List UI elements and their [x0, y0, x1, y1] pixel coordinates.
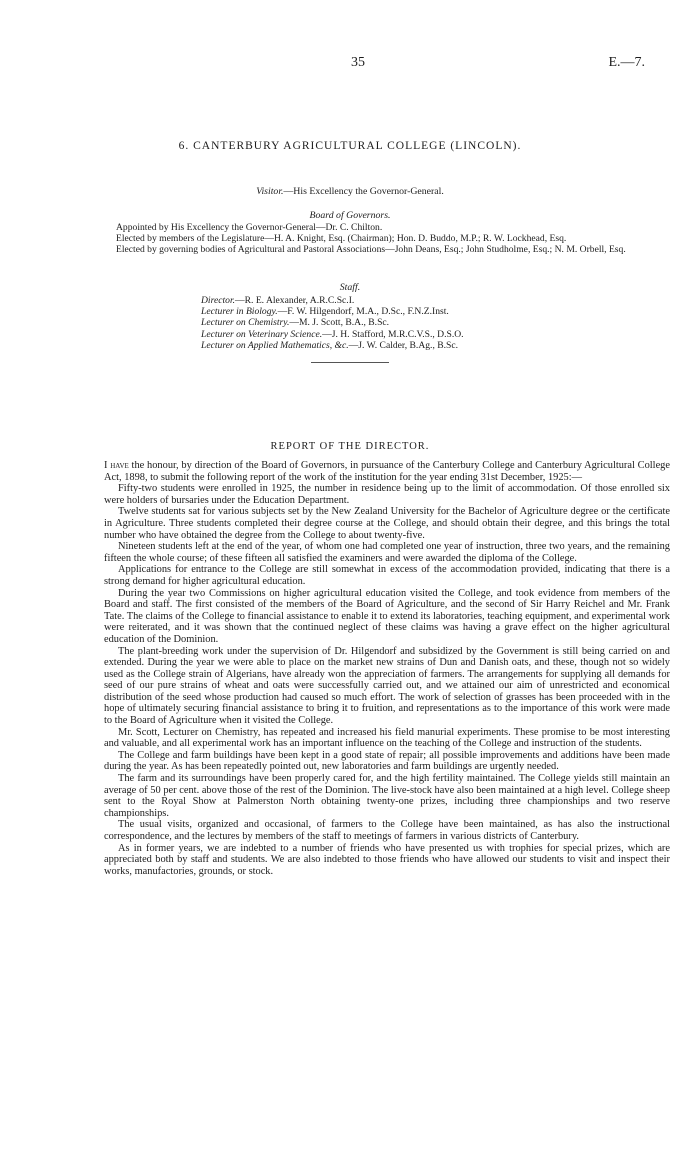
staff-role: Lecturer on Veterinary Science.: [201, 328, 323, 340]
report-paragraph: [104, 460, 670, 483]
page-number: 35: [351, 55, 365, 70]
paragraph-text: the honour, by direction of the Board of Governors, in pursuance of the Canterbury College and Canterbury Agricultural College Act, 1898, to submit the following report of the work of the institution for the year ending 31st December, 1925:—: [104, 460, 670, 483]
board-line-appointed: Appointed by His Excellency the Governor-General—Dr. C. Chilton.: [116, 222, 383, 233]
board-heading: Board of Governors.: [309, 210, 391, 221]
report-paragraph: Nineteen students left at the end of the year, of whom one had completed one year of instruction, three two years, and the remaining fifteen the whole course; of these fifteen all satisfied the examiners and were awarded the diploma of the College.: [104, 541, 670, 564]
board-line-associations: Elected by governing bodies of Agricultural and Pastoral Associations—John Deans, Esq.; John Studholme, Esq.; N. M. Orbell, Esq.: [116, 244, 626, 255]
staff-role: Director.: [201, 295, 236, 306]
report-heading: REPORT OF THE DIRECTOR.: [270, 441, 430, 452]
visitor-line: [0, 186, 700, 197]
staff-name: —J. H. Stafford, M.R.C.V.S., D.S.O.: [322, 328, 464, 340]
staff-name: —M. J. Scott, B.A., B.Sc.: [289, 317, 390, 329]
staff-list: [201, 295, 671, 351]
report-paragraph: The farm and its surroundings have been properly cared for, and the high fertility maintained. The College yields still maintain an average of 50 per cent. above those of the rest of the Dominion. The live-stock have also been maintained at a high level. College sheep sent to the Royal Show at Palmerston North obtaining twenty-one prizes, including three championships and two reserve championships.: [104, 773, 670, 819]
staff-mathematics: [201, 340, 671, 351]
report-paragraph: During the year two Commissions on higher agricultural education visited the College, and took evidence from members of the Board and staff. The first consisted of the members of the Board of Agriculture, and the second of Sir Harry Reichel and Mr. Frank Tate. The claims of the College to financial assistance to enable it to extend its laboratories, teaching equipment, and experimental work were reiterated, and it was shown that the continued neglect of these claims was having a grave effect on the higher agricultural education of the Dominion.: [104, 587, 670, 645]
visitor-text: —His Excellency the Governor-General.: [283, 186, 444, 197]
report-paragraph: Twelve students sat for various subjects set by the New Zealand University for the Bachelor of Agriculture degree or the certificate in Agriculture. Three students completed their degree course at the College, and should obtain their degree, and this brings the total number who have obtained the degree from the College to about twenty-five.: [104, 506, 670, 541]
report-body: [104, 460, 670, 877]
visitor-label: Visitor.: [256, 186, 284, 197]
report-paragraph: The plant-breeding work under the supervision of Dr. Hilgendorf and subsidized by the Government is still being carried on and extended. During the year we were able to place on the market new strains of Dun and Danish oats, and these, though not so widely used as the College strain of Algerians, have already won the appreciation of farmers. The arrangements for supplying all demands for seed of our pure strains of wheat and oats were successfully carried out, and we attained our aim of unrestricted and economical distribution of the seed whose production had caused so much effort. The work of selection of grasses has been proceeded with in the hope of ultimately securing financial assistance to bring it to fruition, and representations as to the importance of this work were made to the Board of Agriculture when it visited the College.: [104, 645, 670, 727]
staff-name: —R. E. Alexander, A.R.C.Sc.I.: [235, 295, 355, 306]
staff-veterinary: [201, 329, 671, 340]
staff-role: Lecturer on Chemistry.: [201, 317, 290, 329]
section-divider: [311, 362, 389, 363]
section-title: 6. CANTERBURY AGRICULTURAL COLLEGE (LINCOLN).: [178, 140, 522, 152]
staff-name: —J. W. Calder, B.Ag., B.Sc.: [348, 339, 459, 351]
staff-biology: [201, 306, 671, 317]
report-paragraph: Mr. Scott, Lecturer on Chemistry, has repeated and increased his field manurial experiments. These promise to be most interesting and valuable, and all experimental work has an important influence on the teaching of the College and instruction of the students.: [104, 726, 670, 750]
document-reference: E.—7.: [608, 55, 645, 70]
report-paragraph: The College and farm buildings have been kept in a good state of repair; all possible improvements and additions have been made during the year. As has been repeatedly pointed out, new laboratories and farm buildings are urgently needed.: [104, 749, 670, 773]
report-paragraph: The usual visits, organized and occasional, of farmers to the College have been maintained, as has also the instructional correspondence, and the lectures by members of the staff to meetings of farmers in various districts of Canterbury.: [104, 819, 670, 842]
staff-director: [201, 295, 671, 306]
report-paragraph: Fifty-two students were enrolled in 1925, the number in residence being up to the limit of accommodation. Of those enrolled six were holders of bursaries under the Education Department.: [104, 483, 670, 506]
board-line-legislature: Elected by members of the Legislature—H. A. Knight, Esq. (Chairman); Hon. D. Buddo, M.P.; R. W. Lockhead, Esq.: [116, 233, 567, 244]
staff-role: Lecturer in Biology.: [201, 306, 278, 318]
staff-chemistry: [201, 317, 671, 328]
board-list: [104, 222, 670, 255]
report-paragraph: As in former years, we are indebted to a number of friends who have presented us with trophies for special prizes, which are appreciated both by staff and students. We are also indebted to those friends who have allowed our students to visit and inspect their works, manufactories, grounds, or stock.: [104, 842, 670, 877]
staff-heading: Staff.: [339, 282, 361, 293]
staff-role: Lecturer on Applied Mathematics, &c.: [201, 339, 349, 351]
report-paragraph: Applications for entrance to the College are still somewhat in excess of the accommodation provided, indicating that there is a strong demand for higher agricultural education.: [104, 564, 670, 587]
opening-words: I have: [104, 460, 129, 471]
staff-name: —F. W. Hilgendorf, M.A., D.Sc., F.N.Z.Inst.: [277, 306, 449, 318]
